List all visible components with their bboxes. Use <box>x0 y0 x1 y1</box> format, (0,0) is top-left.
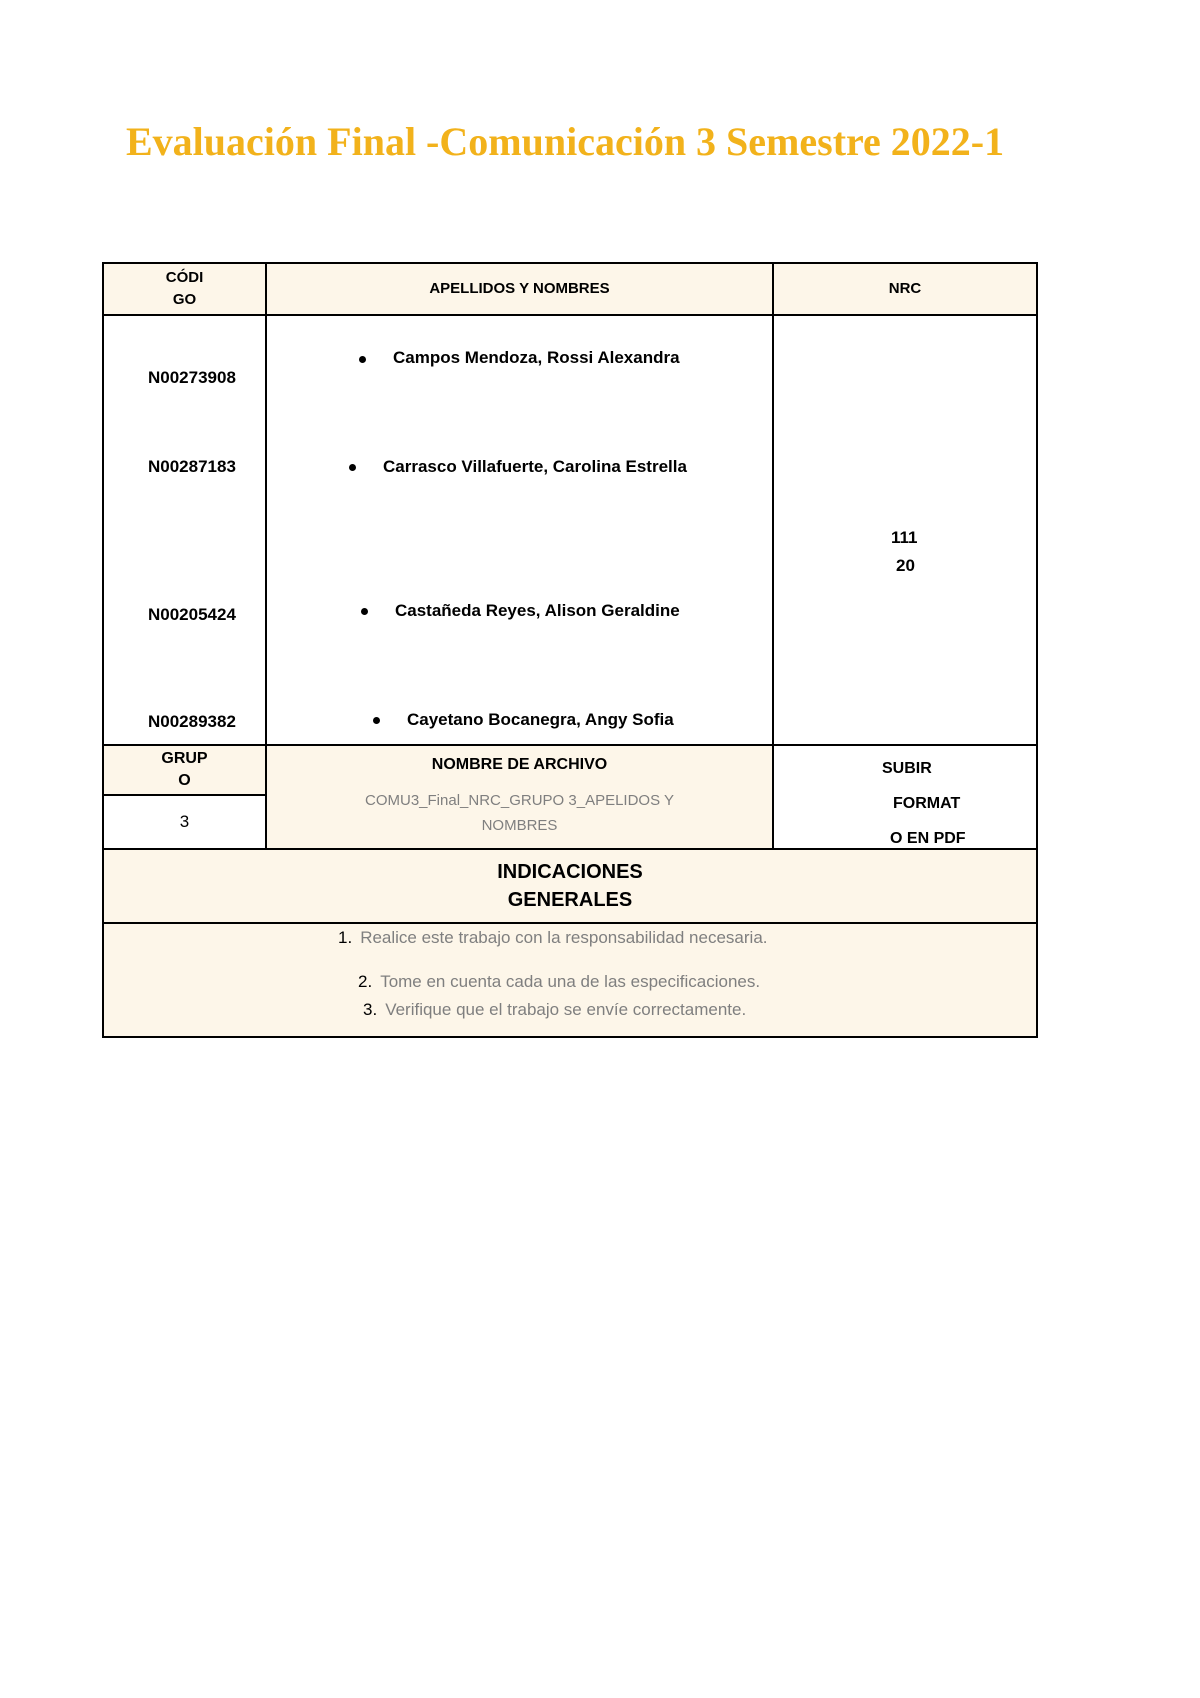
subir-line2: FORMAT <box>893 795 961 812</box>
header-codigo-line2: GO <box>172 291 197 308</box>
bullet-icon <box>373 717 380 724</box>
nrc-value-line2: 20 <box>896 556 915 575</box>
student-code: N00287183 <box>148 457 236 476</box>
indicaciones-header <box>102 850 1038 924</box>
nrc-cell <box>774 316 1038 746</box>
header-nombres-label: APELLIDOS Y NOMBRES <box>429 280 610 297</box>
subir-line3: O EN PDF <box>890 830 966 847</box>
nrc-value-line1: 111 <box>891 528 918 547</box>
list-item <box>358 972 760 992</box>
student-code: N00205424 <box>148 605 236 624</box>
student-name: Cayetano Bocanegra, Angy Sofia <box>407 710 674 729</box>
list-item-text: Realice este trabajo con la responsabilidad necesaria. <box>360 928 768 947</box>
indicaciones-title-line2: GENERALES <box>507 889 633 911</box>
list-item <box>363 1000 746 1020</box>
archivo-label: NOMBRE DE ARCHIVO <box>431 756 608 773</box>
grupo-value: 3 <box>179 812 190 831</box>
names-column <box>267 316 774 746</box>
archivo-value-line2: NOMBRES <box>481 817 558 834</box>
bullet-icon <box>359 356 366 363</box>
archivo-cell <box>267 746 774 850</box>
subir-cell <box>774 746 1038 850</box>
subir-line1: SUBIR <box>882 760 932 777</box>
list-item-number: 2. <box>358 972 373 991</box>
grupo-label-line2: O <box>178 772 191 789</box>
header-nrc <box>774 262 1038 316</box>
bullet-icon <box>349 464 356 471</box>
indicaciones-title-line1: INDICACIONES <box>497 861 643 883</box>
list-item-number: 1. <box>338 928 353 947</box>
student-name: Carrasco Villafuerte, Carolina Estrella <box>383 457 687 476</box>
list-item <box>338 928 768 948</box>
list-item-text: Tome en cuenta cada una de las especificaciones. <box>380 972 761 991</box>
header-nrc-label: NRC <box>888 280 922 297</box>
document-title: Evaluación Final -Comunicación 3 Semestre 2022-1 <box>126 119 1005 164</box>
indicaciones-list <box>102 924 1038 1038</box>
codes-column <box>102 316 267 746</box>
bullet-icon <box>361 608 368 615</box>
archivo-value-line1: COMU3_Final_NRC_GRUPO 3_APELIDOS Y <box>365 792 674 809</box>
header-codigo <box>102 262 267 316</box>
student-code: N00289382 <box>148 712 236 731</box>
student-name: Castañeda Reyes, Alison Geraldine <box>395 601 680 620</box>
list-item-number: 3. <box>363 1000 378 1019</box>
evaluation-table <box>102 262 1038 1038</box>
grupo-label-line1: GRUP <box>161 750 208 767</box>
student-code: N00273908 <box>148 368 236 387</box>
grupo-label-cell <box>102 746 267 796</box>
header-nombres <box>267 262 774 316</box>
list-item-text: Verifique que el trabajo se envíe correctamente. <box>385 1000 747 1019</box>
student-name: Campos Mendoza, Rossi Alexandra <box>393 348 680 367</box>
header-codigo-line1: CÓDI <box>165 269 204 286</box>
grupo-value-cell <box>102 796 267 850</box>
